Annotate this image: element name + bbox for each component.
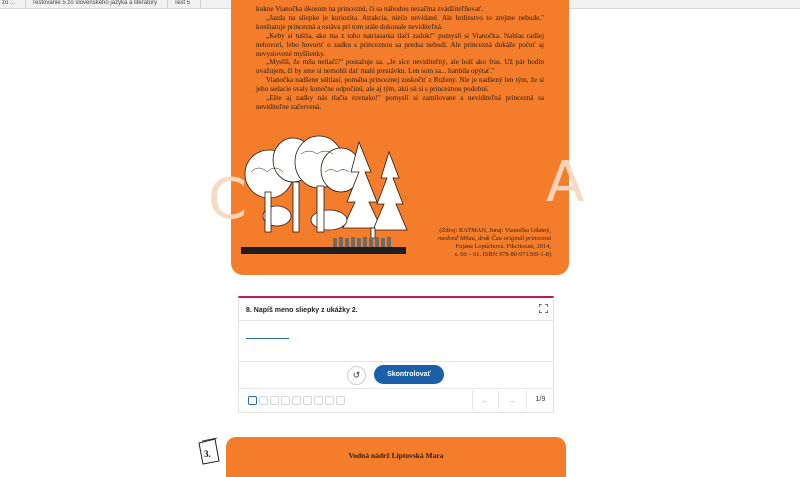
section-title: Vodná nádrž Liptovská Mara <box>348 451 444 460</box>
watermark-letter-a: A <box>546 150 585 215</box>
progress-dot[interactable] <box>259 396 268 405</box>
progress-dot[interactable] <box>325 396 334 405</box>
expand-icon[interactable] <box>538 304 548 314</box>
divider <box>239 361 553 362</box>
check-button[interactable]: Skontrolovať <box>374 365 444 384</box>
progress-dot[interactable] <box>270 396 279 405</box>
story-paragraph: „Ešte aj zadky nás tlačia rovnako!" pomyslí si zamilovane a neviditeľná princezná sa neviditeľne začervená. <box>256 94 544 111</box>
progress-dot[interactable] <box>336 396 345 405</box>
tab-2[interactable]: Testovanie 5 zo slovenského jazyka a literatúry <box>26 0 168 8</box>
story-paragraph: „Jazda na sliepke je kuriozita. Atrakcia, niečo nevídané. Ale hrdinstvo to zrejme nebude," konštatuje princezná a ostáva pri tom stále dokonale neviditeľná. <box>256 13 544 31</box>
tab-3[interactable]: Test 5 <box>168 0 201 8</box>
source-citation <box>421 227 551 259</box>
story-text <box>256 5 544 112</box>
prev-button[interactable] <box>472 390 498 410</box>
source-line: Fujana Lopúchová. Fikcitozan, 2014, <box>455 243 551 250</box>
story-paragraph: Vianočka nadšene súhlasí, pomáha princeznej zoskočiť z Ruženy. Nie je nadšený len tým, že si jeho sedacie svaly konečne odpočinú, ale aj tým, akú sú si s princeznou podobní. <box>256 76 544 94</box>
story-paragraph: „Myslíš, že mňa netlačí?" postažuje sa. „Je síce neviditeľný, ale bolí ako fras. Už pár hodín uvažujem, či by sme si nemohli dať malú prestávku. Len som sa... hanbila opýtať." <box>256 58 544 76</box>
tab-1[interactable]: zo ... <box>0 0 26 8</box>
story-paragraph: kukne Vianočka úkosom na princeznú, či sa náhodou nezačína zvádžiteľňovať. <box>256 5 484 13</box>
question-card <box>238 296 554 413</box>
source-line: medveď Mňau, drak Čau originál princezná <box>438 235 551 242</box>
section-number-icon <box>195 437 223 465</box>
progress-dot[interactable] <box>248 396 257 405</box>
divider <box>239 388 553 389</box>
reset-icon: ↺ <box>352 370 361 380</box>
story-card <box>208 0 585 275</box>
section-number: 3. <box>204 449 211 459</box>
arrow-right-icon: → <box>507 395 516 405</box>
progress-dot[interactable] <box>281 396 290 405</box>
page-counter: 1/9 <box>526 390 554 410</box>
story-paragraph: „Keby si tušila, ako ma z toho natriasania tlačí zadok!" pomyslí si Vianočka. Nahlas radšej nehovorí, lebo hovoriť o zadku s princeznou sa predsa nehodí. Ale princezná dokáže počuť aj nevyslovené myšlienky. <box>256 31 544 58</box>
answer-input[interactable] <box>246 338 289 339</box>
progress-dot[interactable] <box>292 396 301 405</box>
question-title: 8. Napíš meno sliepky z ukážky 2. <box>246 307 358 314</box>
progress-dots <box>248 396 345 405</box>
watermark-letter-c: C <box>208 167 248 232</box>
next-button[interactable] <box>498 390 524 410</box>
reset-button[interactable] <box>347 366 366 385</box>
divider <box>239 320 553 321</box>
forest-illustration <box>241 132 433 258</box>
source-line: (Zdroj: RATMAN, Juraj: Vianočka Udatný, <box>439 227 551 234</box>
section-card <box>226 437 566 477</box>
progress-dot[interactable] <box>303 396 312 405</box>
progress-dot[interactable] <box>314 396 323 405</box>
arrow-left-icon: ← <box>481 395 490 405</box>
source-line: s. 60 – 61. ISBN 978-80-971369-1-8) <box>454 251 551 258</box>
